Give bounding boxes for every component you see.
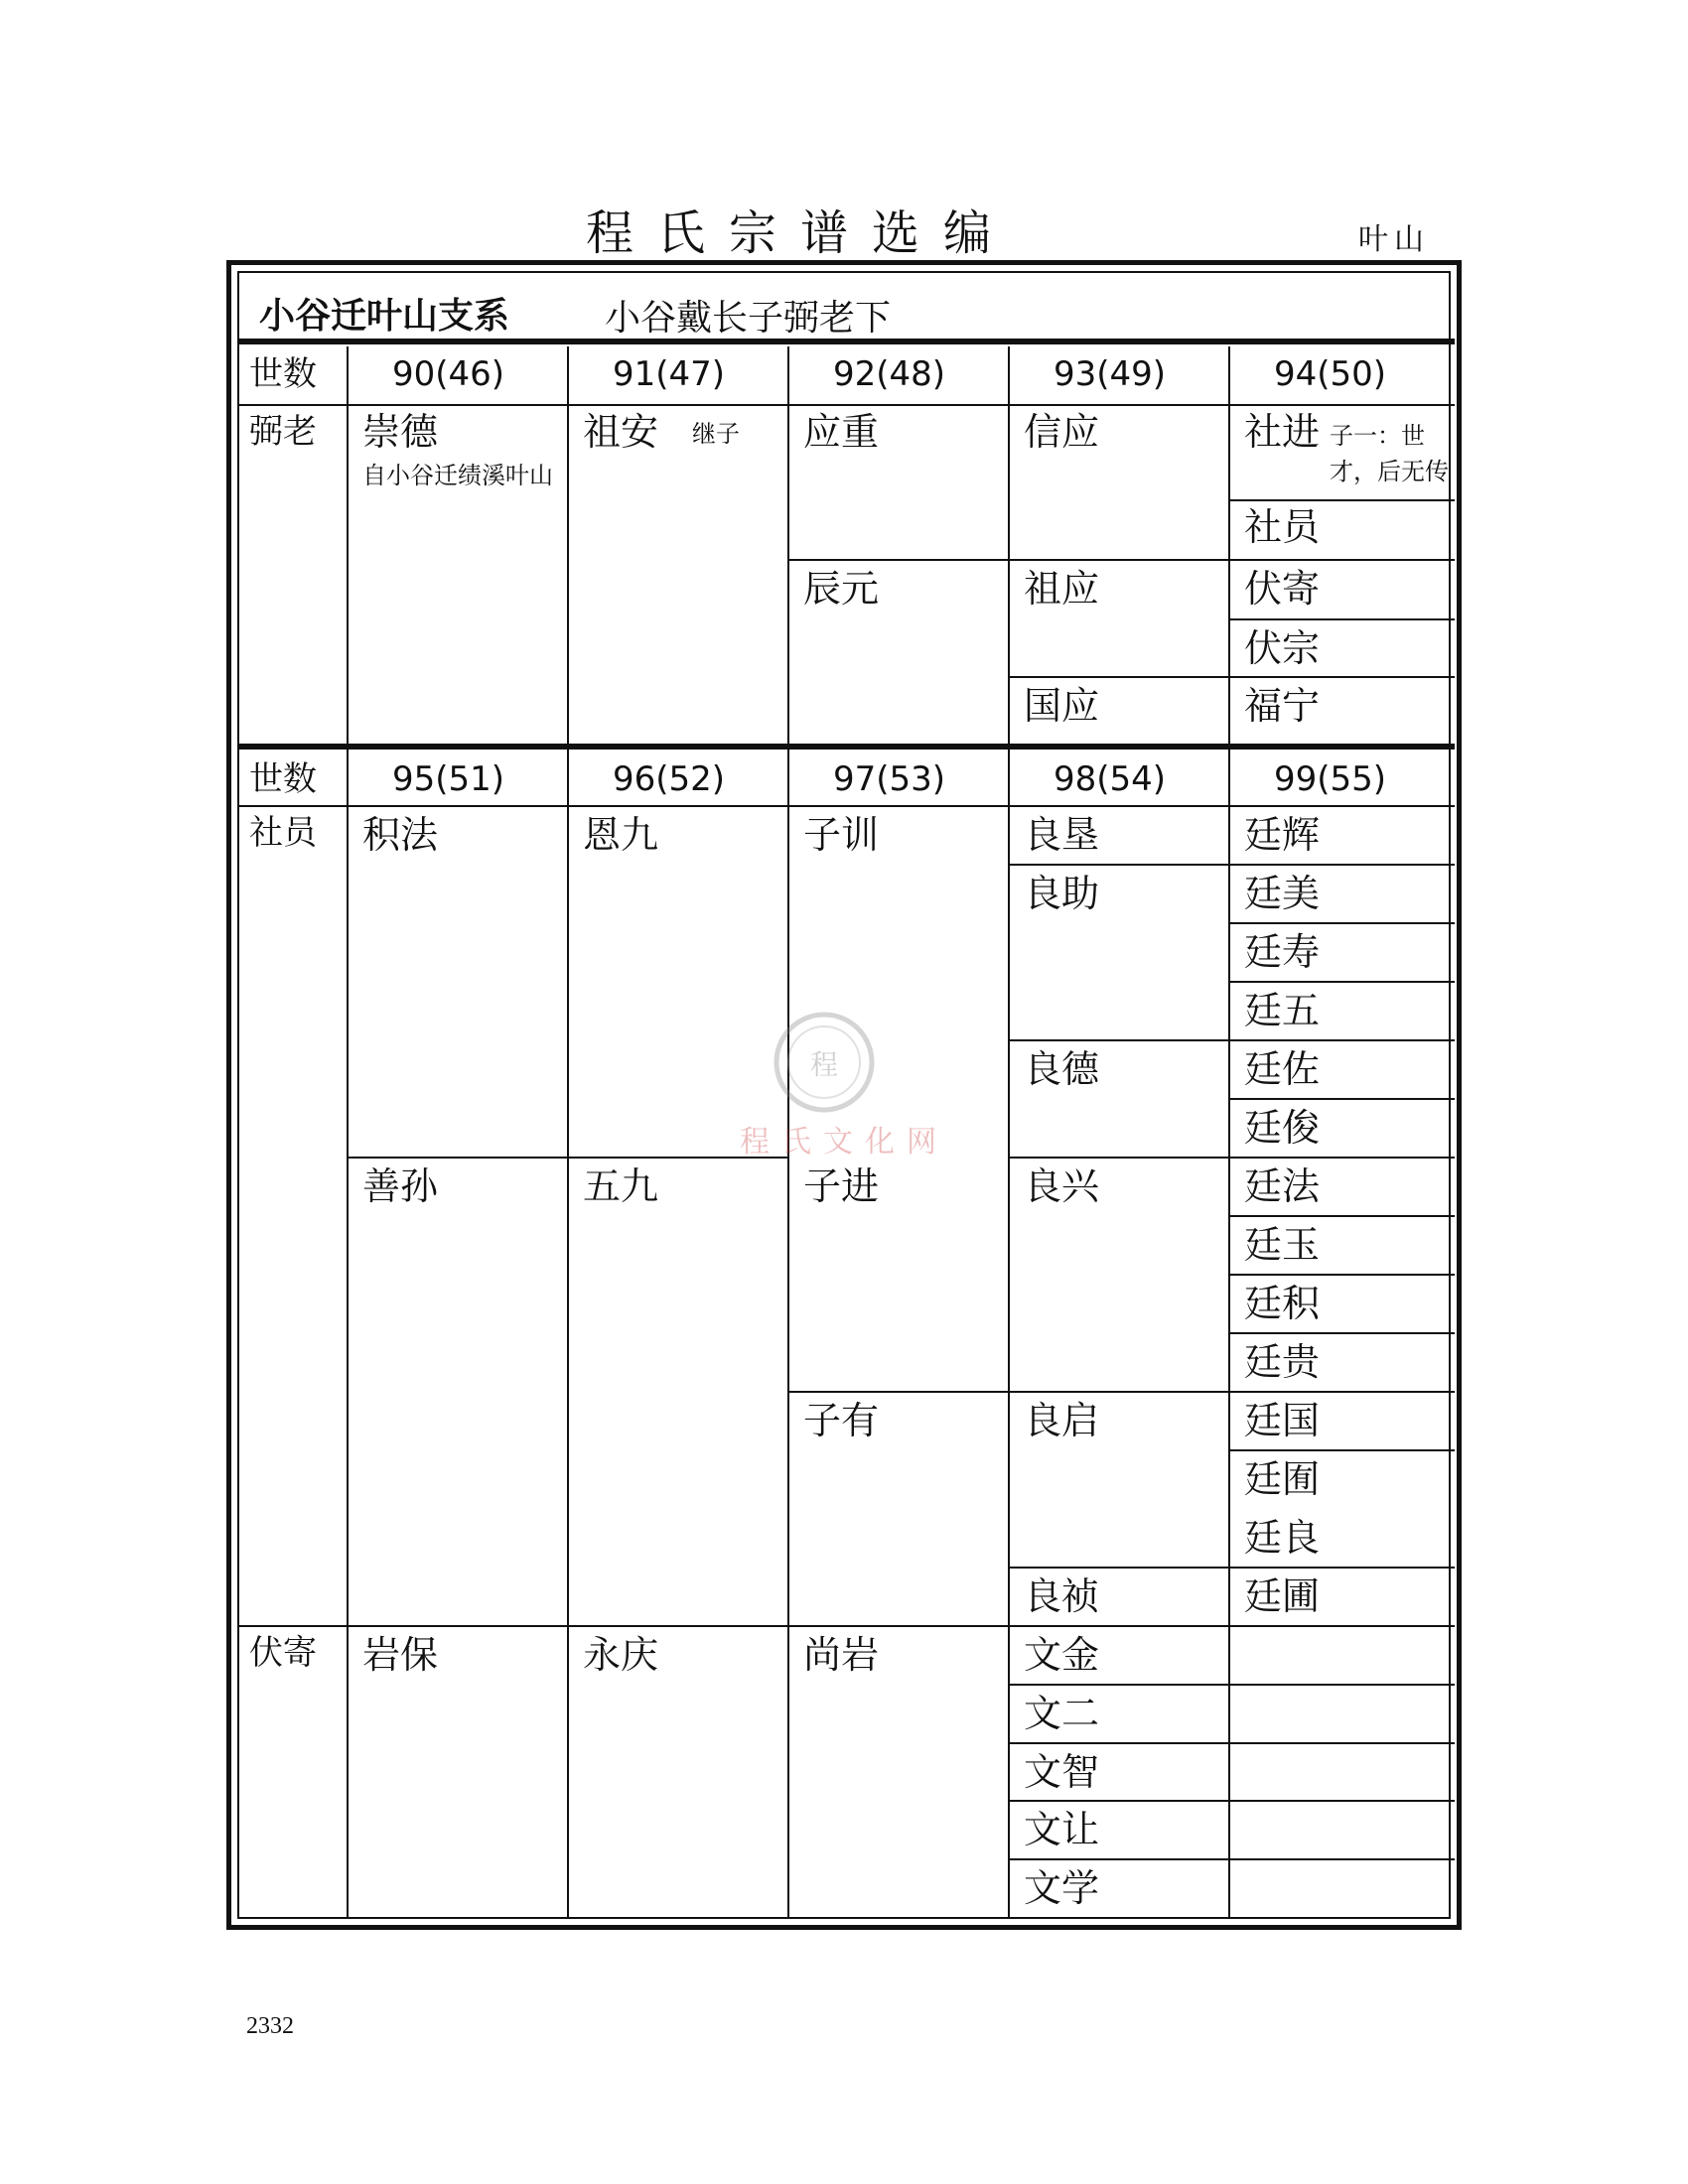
generation-header: 96(52): [613, 759, 726, 799]
person-name: 廷俊: [1244, 1106, 1321, 1150]
row-divider: [1228, 1215, 1455, 1217]
person-name: 应重: [803, 410, 880, 454]
row-divider: [1008, 1800, 1455, 1802]
person-name: 祖安: [583, 410, 659, 454]
row-divider: [1228, 1449, 1455, 1451]
person-name: 廷法: [1244, 1164, 1321, 1208]
person-name: 伏宗: [1244, 626, 1321, 670]
person-name: 廷国: [1244, 1399, 1321, 1442]
person-name: 廷圃: [1244, 1574, 1321, 1618]
row-divider: [1228, 1157, 1455, 1159]
person-name: 良助: [1024, 872, 1100, 915]
person-name: 文智: [1024, 1749, 1100, 1794]
person-name: 子进: [803, 1164, 880, 1208]
person-name: 社员: [1244, 505, 1321, 549]
person-name: 廷囿: [1244, 1457, 1321, 1501]
row-divider: [1228, 1391, 1455, 1393]
person-note: 子一：世才，后无传: [1330, 422, 1449, 485]
side-label: 叶山: [1358, 222, 1430, 257]
person-name: 信应: [1024, 410, 1100, 454]
person-name: 廷辉: [1244, 813, 1321, 857]
person-note: 自小谷迁绩溪叶山: [362, 462, 553, 489]
branch-row-label: 弼老: [249, 412, 317, 452]
person-name: 廷美: [1244, 872, 1321, 915]
branch-row-label: 社员: [249, 813, 317, 853]
branch-row-label: 伏寄: [249, 1633, 317, 1673]
table-heading-branch: 小谷迁叶山支系: [259, 296, 510, 337]
person-name: 国应: [1024, 684, 1100, 728]
person-note: 继子: [692, 420, 740, 448]
row-divider: [1008, 1039, 1228, 1041]
person-name: 社进: [1244, 410, 1321, 454]
person-name: 文金: [1024, 1633, 1100, 1677]
person-name: 善孙: [362, 1164, 439, 1208]
row-divider: [1008, 1567, 1228, 1569]
header-row-divider: [239, 404, 1455, 406]
row-divider: [787, 559, 1455, 561]
person-name: 文学: [1024, 1866, 1100, 1911]
generation-header: 94(50): [1274, 354, 1387, 394]
person-name: 永庆: [583, 1633, 659, 1677]
page-number: 2332: [246, 2013, 294, 2039]
heading-divider: [239, 339, 1455, 344]
person-name: 辰元: [803, 567, 880, 611]
generation-header: 99(55): [1274, 759, 1387, 799]
person-name: 尚岩: [803, 1633, 880, 1677]
row-divider: [1228, 1567, 1455, 1569]
person-name: 崇德: [362, 410, 439, 454]
row-divider: [1228, 922, 1455, 924]
watermark-text: 程氏文化网: [740, 1125, 948, 1160]
row-divider: [1228, 499, 1455, 501]
person-name: 廷寿: [1244, 930, 1321, 974]
row-divider: [1008, 864, 1228, 866]
page-title: 程氏宗谱选编: [586, 205, 1016, 261]
generation-header: 98(54): [1054, 759, 1167, 799]
row-divider: [239, 1625, 1455, 1627]
section-divider: [239, 744, 1455, 750]
svg-text:程: 程: [809, 1048, 839, 1081]
person-name: 良兴: [1024, 1164, 1100, 1208]
person-name: 文让: [1024, 1808, 1100, 1852]
person-name: 良垦: [1024, 813, 1100, 857]
person-name: 良启: [1024, 1399, 1100, 1442]
person-name: 岩保: [362, 1633, 439, 1677]
person-name: 廷贵: [1244, 1340, 1321, 1384]
generation-header: 95(51): [392, 759, 505, 799]
generation-label: 世数: [249, 759, 317, 799]
column-divider: [1228, 346, 1230, 744]
person-name: 良祯: [1024, 1574, 1100, 1618]
header-row-divider: [239, 805, 1455, 807]
person-name: 福宁: [1244, 684, 1321, 728]
row-divider: [1228, 1274, 1455, 1276]
column-divider: [567, 346, 569, 744]
row-divider: [1008, 1157, 1228, 1159]
person-name: 廷玉: [1244, 1223, 1321, 1267]
column-divider: [1008, 346, 1010, 744]
column-divider: [787, 750, 789, 1917]
person-name: 祖应: [1024, 567, 1100, 611]
generation-header: 90(46): [392, 354, 505, 394]
watermark-seal: [715, 1003, 973, 1171]
person-name: 子有: [803, 1399, 880, 1442]
generation-header: 91(47): [613, 354, 726, 394]
column-divider: [567, 750, 569, 1917]
row-divider: [1228, 1098, 1455, 1100]
person-name: 恩九: [583, 813, 659, 857]
person-name: 廷良: [1244, 1516, 1321, 1560]
person-name: 五九: [583, 1164, 659, 1208]
person-name: 廷积: [1244, 1282, 1321, 1325]
row-divider: [1228, 1039, 1455, 1041]
row-divider: [1228, 981, 1455, 983]
person-name: 廷五: [1244, 989, 1321, 1032]
person-name: 廷佐: [1244, 1047, 1321, 1091]
row-divider: [1008, 1684, 1455, 1686]
row-divider: [1008, 1742, 1455, 1744]
row-divider: [1228, 864, 1455, 866]
row-divider: [1008, 1858, 1455, 1860]
row-divider: [1228, 618, 1455, 620]
row-divider: [1008, 1391, 1228, 1393]
person-name: 积法: [362, 813, 439, 857]
person-name: 子训: [803, 813, 880, 857]
row-divider: [1008, 676, 1455, 678]
generation-header: 92(48): [833, 354, 946, 394]
person-name: 文二: [1024, 1691, 1100, 1735]
row-divider: [1228, 1332, 1455, 1334]
person-name: 良德: [1024, 1047, 1100, 1091]
row-divider: [787, 1391, 1008, 1393]
generation-label: 世数: [249, 354, 317, 394]
generation-header: 97(53): [833, 759, 946, 799]
column-divider: [787, 346, 789, 744]
column-divider: [347, 346, 349, 744]
generation-header: 93(49): [1054, 354, 1167, 394]
person-name: 伏寄: [1244, 567, 1321, 611]
table-heading-lineage: 小谷戴长子弼老下: [605, 298, 892, 339]
column-divider: [347, 750, 349, 1917]
